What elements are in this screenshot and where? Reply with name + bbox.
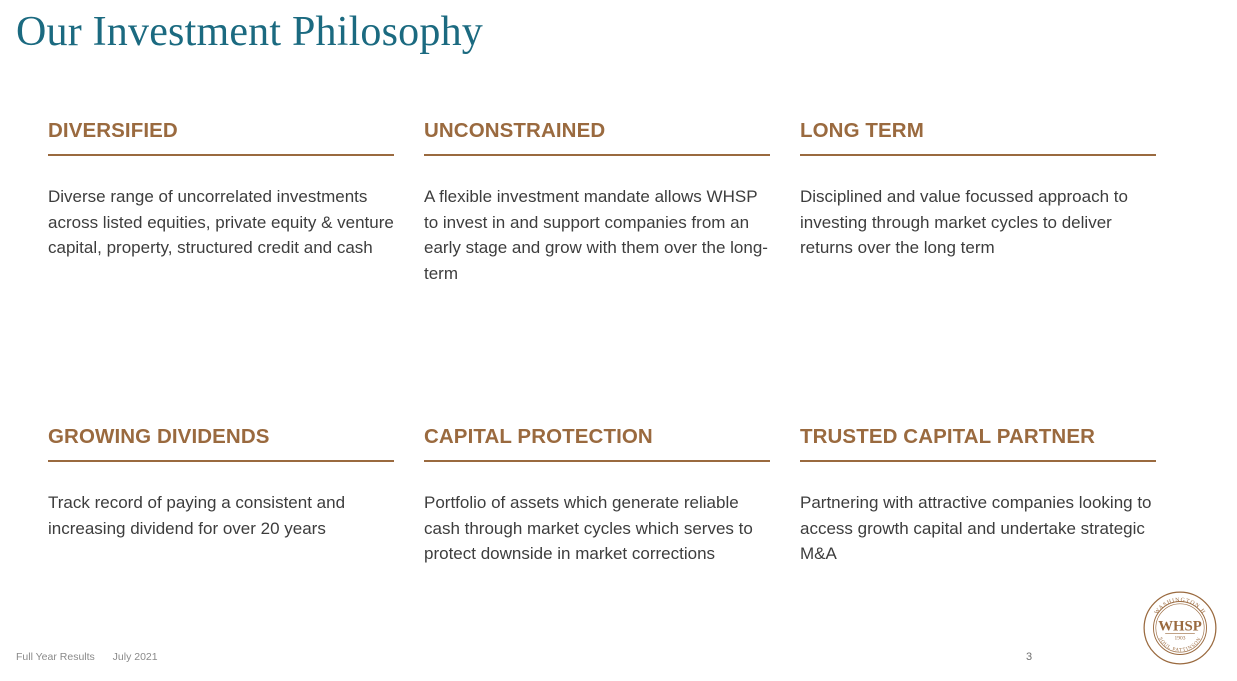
card-heading: CAPITAL PROTECTION bbox=[424, 425, 653, 448]
page-title: Our Investment Philosophy bbox=[16, 9, 483, 55]
card-body bbox=[48, 184, 394, 261]
card-heading: UNCONSTRAINED bbox=[424, 119, 606, 142]
card-heading: LONG TERM bbox=[800, 119, 924, 142]
footer-report-label: Full Year Results bbox=[16, 651, 95, 663]
grid-gap bbox=[394, 424, 424, 567]
philosophy-card-diversified bbox=[48, 118, 394, 286]
card-divider bbox=[424, 154, 770, 156]
philosophy-card-trusted-capital-partner bbox=[800, 424, 1156, 567]
card-heading: DIVERSIFIED bbox=[48, 119, 178, 142]
card-body-text: Diverse range of uncorrelated investments across listed equities, private equity & venture capital, property, structured credit and cash bbox=[48, 187, 394, 257]
card-divider bbox=[48, 154, 394, 156]
card-body bbox=[800, 184, 1156, 261]
card-heading: GROWING DIVIDENDS bbox=[48, 425, 270, 448]
footer bbox=[16, 651, 158, 663]
svg-text:1903: 1903 bbox=[1174, 635, 1186, 642]
whsp-logo-icon bbox=[1141, 589, 1219, 667]
philosophy-card-unconstrained bbox=[424, 118, 770, 286]
svg-text:WHSP: WHSP bbox=[1158, 618, 1202, 635]
card-body bbox=[424, 490, 770, 567]
philosophy-card-long-term bbox=[800, 118, 1156, 286]
card-heading: TRUSTED CAPITAL PARTNER bbox=[800, 425, 1095, 448]
svg-text:WASHINGTON H: WASHINGTON H bbox=[1153, 597, 1207, 616]
philosophy-grid bbox=[48, 118, 1156, 567]
card-body-text: Track record of paying a consistent and increasing dividend for over 20 years bbox=[48, 493, 346, 538]
card-divider bbox=[424, 460, 770, 462]
card-body-text: A flexible investment mandate allows WHSP to invest in and support companies from an early stage and grow with them over the long-term bbox=[424, 187, 768, 283]
philosophy-card-growing-dividends bbox=[48, 424, 394, 567]
card-body bbox=[424, 184, 770, 286]
svg-text:SOUL PATTINSON: SOUL PATTINSON bbox=[1157, 636, 1203, 654]
card-divider bbox=[800, 154, 1156, 156]
grid-gap bbox=[394, 118, 424, 286]
grid-gap bbox=[770, 424, 800, 567]
grid-gap bbox=[770, 118, 800, 286]
card-body-text: Portfolio of assets which generate reliable cash through market cycles which serves to protect downside in market corrections bbox=[424, 493, 753, 563]
card-body-text: Disciplined and value focussed approach to investing through market cycles to deliver returns over the long term bbox=[800, 187, 1128, 257]
card-divider bbox=[48, 460, 394, 462]
card-body bbox=[800, 490, 1156, 567]
footer-date-label: July 2021 bbox=[112, 651, 158, 663]
card-body bbox=[48, 490, 394, 541]
page-number: 3 bbox=[1026, 651, 1033, 663]
philosophy-card-capital-protection bbox=[424, 424, 770, 567]
card-body-text: Partnering with attractive companies looking to access growth capital and undertake strategic M&A bbox=[800, 493, 1152, 563]
card-divider bbox=[800, 460, 1156, 462]
